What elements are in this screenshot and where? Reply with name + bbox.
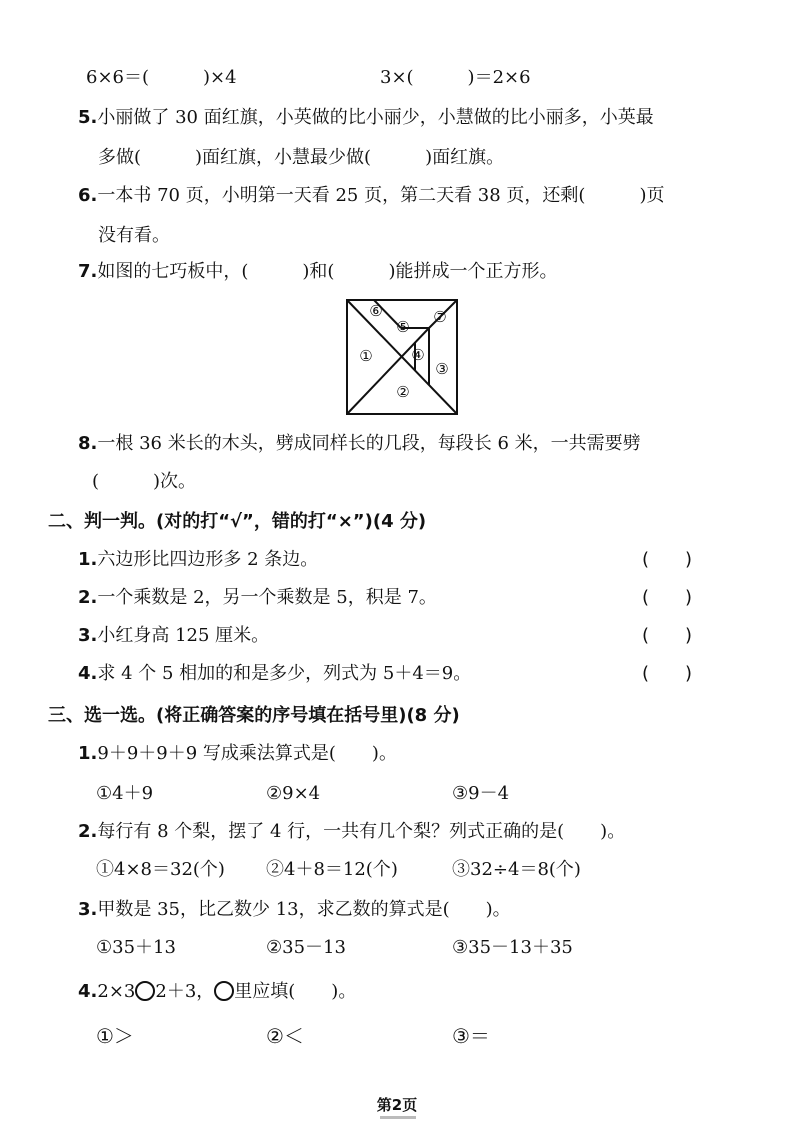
choose-q2-option-2[interactable]: ②4＋8＝12(个) bbox=[266, 859, 398, 880]
choose-q1-option-1[interactable]: ①4＋9 bbox=[96, 783, 154, 804]
q5-number: 5. bbox=[78, 107, 98, 128]
judge-answer-1[interactable]: ( ) bbox=[642, 549, 693, 570]
judge-item-4 bbox=[78, 662, 471, 686]
q6-text1: 一本书 70 页，小明第一天看 25 页，第二天看 38 页，还剩( )页 bbox=[97, 185, 665, 206]
blank-circle-icon bbox=[214, 981, 234, 1001]
judge-item-4-text: 求 4 个 5 相加的和是多少，列式为 5＋4＝9。 bbox=[97, 663, 472, 684]
choose-q2-number: 2. bbox=[78, 821, 98, 842]
tangram-figure bbox=[345, 298, 459, 416]
q5-text1: 小丽做了 30 面红旗，小英做的比小丽少，小慧做的比小丽多，小英最 bbox=[97, 107, 654, 128]
choose-q2-option-1[interactable]: ①4×8＝32(个) bbox=[96, 859, 225, 880]
tangram-label-2: ② bbox=[396, 383, 410, 401]
tangram-label-5: ⑤ bbox=[396, 318, 410, 336]
q4-part-a: 6×6＝( )×4 bbox=[86, 67, 237, 88]
choose-q3-option-3[interactable]: ③35－13＋35 bbox=[452, 937, 573, 958]
q8-line1 bbox=[78, 432, 641, 456]
q5-line1 bbox=[78, 106, 654, 130]
judge-item-1-number: 1. bbox=[78, 549, 98, 570]
choose-q4-text1: 2×3 bbox=[97, 981, 136, 1002]
q7-text1: 如图的七巧板中，( )和( )能拼成一个正方形。 bbox=[97, 261, 558, 282]
choose-q4-option-3[interactable]: ③＝ bbox=[452, 1024, 490, 1048]
judge-item-1-text: 六边形比四边形多 2 条边。 bbox=[97, 549, 319, 570]
choose-q2 bbox=[78, 820, 625, 844]
judge-item-2-text: 一个乘数是 2，另一个乘数是 5，积是 7。 bbox=[97, 587, 437, 608]
choose-q1-text: 9＋9＋9＋9 写成乘法算式是( )。 bbox=[97, 743, 397, 764]
judge-item-2-number: 2. bbox=[78, 587, 98, 608]
tangram-label-1: ① bbox=[359, 347, 373, 365]
choose-q4-option-2[interactable]: ②＜ bbox=[266, 1024, 304, 1048]
choose-q4-number: 4. bbox=[78, 981, 98, 1002]
judge-item-4-number: 4. bbox=[78, 663, 98, 684]
choose-q3-option-1[interactable]: ①35＋13 bbox=[96, 937, 176, 958]
choose-q3-text: 甲数是 35，比乙数少 13，求乙数的算式是( )。 bbox=[97, 899, 511, 920]
judge-answer-2[interactable]: ( ) bbox=[642, 587, 693, 608]
q6-line1 bbox=[78, 184, 664, 208]
choose-q1 bbox=[78, 742, 397, 766]
tangram-label-3: ③ bbox=[435, 360, 449, 378]
footer-smudge bbox=[380, 1116, 416, 1119]
choose-q2-option-3[interactable]: ③32÷4＝8(个) bbox=[452, 859, 581, 880]
tangram-label-4: ④ bbox=[411, 346, 425, 364]
choose-q4 bbox=[78, 980, 356, 1004]
judge-item-2 bbox=[78, 586, 437, 610]
q8-text1: 一根 36 米长的木头，劈成同样长的几段，每段长 6 米，一共需要劈 bbox=[97, 433, 641, 454]
choose-q3-option-2[interactable]: ②35－13 bbox=[266, 937, 346, 958]
judge-heading: 二、判一判。(对的打“√”，错的打“×”)(4 分) bbox=[48, 511, 427, 532]
judge-item-1 bbox=[78, 548, 318, 572]
judge-item-3-text: 小红身高 125 厘米。 bbox=[97, 625, 270, 646]
choose-q1-number: 1. bbox=[78, 743, 98, 764]
choose-q4-option-1[interactable]: ①＞ bbox=[96, 1024, 134, 1048]
choose-q1-option-3[interactable]: ③9－4 bbox=[452, 783, 510, 804]
q7-line1 bbox=[78, 260, 557, 284]
choose-q4-text2: 2＋3， bbox=[155, 981, 215, 1002]
q4-part-b: 3×( )＝2×6 bbox=[380, 67, 531, 88]
page-number: 第2页 bbox=[376, 1096, 418, 1114]
tangram-label-7: ⑦ bbox=[433, 308, 447, 326]
q7-number: 7. bbox=[78, 261, 98, 282]
choose-q1-option-2[interactable]: ②9×4 bbox=[266, 783, 321, 804]
judge-item-3-number: 3. bbox=[78, 625, 98, 646]
compare-circle-icon bbox=[135, 981, 155, 1001]
q5-line2: 多做( )面红旗，小慧最少做( )面红旗。 bbox=[98, 147, 505, 168]
q6-number: 6. bbox=[78, 185, 98, 206]
judge-answer-4[interactable]: ( ) bbox=[642, 663, 693, 684]
choose-q2-text: 每行有 8 个梨，摆了 4 行，一共有几个梨？列式正确的是( )。 bbox=[97, 821, 626, 842]
judge-answer-3[interactable]: ( ) bbox=[642, 625, 693, 646]
q8-number: 8. bbox=[78, 433, 98, 454]
choose-q4-text3: 里应填( )。 bbox=[234, 981, 357, 1002]
tangram-label-6: ⑥ bbox=[369, 302, 383, 320]
judge-item-3 bbox=[78, 624, 269, 648]
choose-q3-number: 3. bbox=[78, 899, 98, 920]
q6-line2: 没有看。 bbox=[98, 225, 170, 246]
choose-q3 bbox=[78, 898, 511, 922]
q8-line2: ( )次。 bbox=[92, 471, 197, 492]
choose-heading: 三、选一选。(将正确答案的序号填在括号里)(8 分) bbox=[48, 705, 460, 726]
